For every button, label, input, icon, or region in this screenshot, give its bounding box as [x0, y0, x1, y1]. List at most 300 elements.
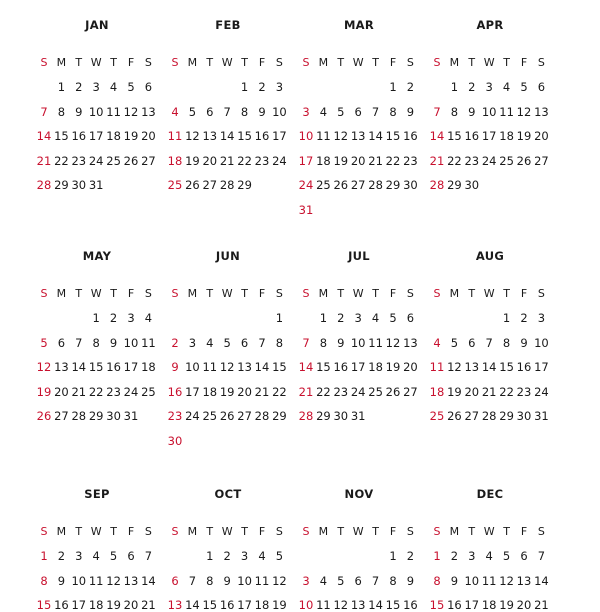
- day-cell: 3: [302, 104, 310, 119]
- weekday-header: M: [56, 525, 67, 538]
- day-cell: 8: [40, 573, 48, 588]
- day-cell: 5: [109, 549, 118, 563]
- day-cell: 6: [468, 335, 476, 350]
- day-cell: 13: [123, 573, 139, 588]
- day-cell: 18: [141, 360, 156, 375]
- day-cell: 17: [298, 153, 314, 168]
- day-cell: 9: [258, 104, 266, 119]
- day-cell: 5: [40, 335, 48, 350]
- day-cell: 21: [141, 598, 156, 612]
- day-cell: 19: [219, 384, 235, 399]
- day-cell: 16: [447, 598, 462, 612]
- weekday-header: S: [171, 56, 179, 69]
- weekday-header: T: [206, 56, 214, 69]
- day-cell: 28: [254, 409, 270, 424]
- weekday-header: M: [187, 56, 198, 69]
- day-cell: 16: [254, 129, 270, 144]
- day-cell: 9: [109, 335, 118, 350]
- month-title: APR: [476, 18, 504, 32]
- day-cell: 8: [57, 104, 66, 119]
- day-cell: 28: [481, 409, 497, 424]
- day-cell: 17: [123, 360, 139, 375]
- weekday-header: W: [352, 525, 364, 538]
- day-cell: 31: [534, 409, 549, 424]
- day-cell: 17: [481, 129, 497, 144]
- day-cell: 8: [319, 335, 328, 350]
- day-cell: 25: [202, 409, 218, 424]
- day-cell: 29: [499, 409, 514, 424]
- day-cell: 13: [403, 335, 418, 350]
- day-cell: 12: [123, 104, 139, 119]
- day-cell: 2: [337, 311, 345, 325]
- day-cell: 23: [71, 153, 87, 168]
- day-cell: 11: [106, 104, 121, 119]
- day-cell: 26: [385, 384, 401, 399]
- day-cell: 9: [337, 335, 345, 350]
- day-cell: 7: [537, 549, 546, 563]
- day-cell: 5: [450, 335, 459, 350]
- day-cell: 21: [298, 384, 314, 399]
- day-cell: 25: [316, 178, 331, 193]
- day-cell: 12: [333, 129, 349, 144]
- day-cell: 26: [123, 153, 139, 168]
- weekday-header: F: [389, 56, 397, 69]
- day-cell: 30: [333, 409, 349, 424]
- day-cell: 7: [371, 573, 380, 588]
- weekday-header: F: [520, 287, 528, 300]
- day-cell: 2: [406, 80, 415, 94]
- day-cell: 9: [223, 573, 231, 588]
- weekday-header: W: [352, 287, 364, 300]
- day-cell: 1: [433, 549, 441, 563]
- month-title: MAR: [343, 18, 375, 32]
- day-cell: 28: [71, 409, 87, 424]
- day-cell: 24: [350, 384, 366, 399]
- day-cell: 10: [298, 598, 314, 612]
- day-cell: 29: [316, 409, 331, 424]
- day-cell: 1: [40, 549, 48, 563]
- day-cell: 22: [499, 384, 514, 399]
- day-cell: 20: [464, 384, 480, 399]
- day-cell: 14: [36, 129, 52, 144]
- day-cell: 1: [450, 80, 459, 94]
- weekday-header: S: [171, 287, 179, 300]
- day-cell: 16: [403, 129, 418, 144]
- weekday-header: T: [337, 56, 345, 69]
- day-cell: 24: [88, 153, 104, 168]
- weekday-header: M: [449, 287, 460, 300]
- day-cell: 2: [223, 549, 231, 563]
- day-cell: 11: [368, 335, 383, 350]
- day-cell: 16: [106, 360, 121, 375]
- day-cell: 9: [450, 573, 459, 588]
- day-cell: 19: [447, 384, 462, 399]
- weekday-header: T: [75, 287, 83, 300]
- day-cell: 24: [272, 153, 287, 168]
- month-title: OCT: [214, 487, 242, 501]
- day-cell: 24: [481, 153, 497, 168]
- day-cell: 19: [106, 598, 121, 612]
- day-cell: 7: [223, 104, 231, 119]
- day-cell: 16: [71, 129, 87, 144]
- day-cell: 10: [481, 104, 497, 119]
- weekday-header: T: [241, 525, 248, 538]
- day-cell: 16: [403, 598, 418, 612]
- day-cell: 12: [516, 104, 532, 119]
- weekday-header: S: [302, 56, 310, 69]
- day-cell: 18: [429, 384, 445, 399]
- day-cell: 20: [141, 129, 156, 144]
- day-cell: 29: [54, 178, 69, 193]
- day-cell: 28: [368, 178, 383, 193]
- day-cell: 4: [258, 549, 266, 563]
- weekday-header: W: [483, 56, 495, 69]
- weekday-header: M: [318, 287, 329, 300]
- weekday-header: W: [483, 287, 495, 300]
- day-cell: 8: [92, 335, 100, 350]
- day-cell: 30: [106, 409, 121, 424]
- weekday-header: S: [275, 56, 283, 69]
- day-cell: 9: [406, 573, 415, 588]
- weekday-header: F: [258, 525, 266, 538]
- day-cell: 14: [298, 360, 314, 375]
- weekday-header: S: [40, 56, 48, 69]
- day-cell: 4: [109, 80, 118, 94]
- day-cell: 15: [385, 598, 401, 612]
- day-cell: 10: [71, 573, 87, 588]
- day-cell: 12: [385, 335, 401, 350]
- day-cell: 5: [520, 80, 528, 94]
- day-cell: 1: [389, 549, 397, 563]
- day-cell: 27: [141, 153, 156, 168]
- day-cell: 7: [302, 335, 310, 350]
- day-cell: 7: [144, 549, 153, 563]
- weekday-header: W: [90, 525, 102, 538]
- day-cell: 10: [123, 335, 139, 350]
- day-cell: 9: [57, 573, 66, 588]
- day-cell: 31: [123, 409, 139, 424]
- day-cell: 28: [298, 409, 314, 424]
- day-cell: 3: [485, 80, 493, 94]
- day-cell: 30: [516, 409, 532, 424]
- weekday-header: T: [337, 525, 345, 538]
- day-cell: 3: [75, 549, 83, 563]
- day-cell: 22: [316, 384, 331, 399]
- weekday-header: F: [520, 56, 528, 69]
- month-title: MAY: [82, 249, 112, 263]
- day-cell: 26: [185, 178, 200, 193]
- day-cell: 20: [123, 598, 139, 612]
- day-cell: 29: [237, 178, 252, 193]
- day-cell: 8: [275, 335, 284, 350]
- day-cell: 6: [520, 549, 528, 563]
- weekday-header: F: [127, 287, 135, 300]
- day-cell: 10: [298, 129, 314, 144]
- day-cell: 27: [237, 409, 252, 424]
- day-cell: 21: [368, 153, 383, 168]
- day-cell: 10: [237, 573, 252, 588]
- day-cell: 6: [240, 335, 249, 350]
- day-cell: 18: [316, 153, 331, 168]
- day-cell: 26: [333, 178, 349, 193]
- day-cell: 10: [350, 335, 366, 350]
- day-cell: 1: [206, 549, 214, 563]
- day-cell: 9: [468, 104, 476, 119]
- weekday-header: F: [389, 287, 397, 300]
- weekday-header: S: [537, 56, 545, 69]
- day-cell: 3: [354, 311, 362, 325]
- day-cell: 1: [240, 80, 249, 94]
- weekday-header: S: [40, 287, 48, 300]
- weekday-header: S: [302, 525, 310, 538]
- month-title: SEP: [84, 487, 110, 501]
- day-cell: 4: [502, 80, 511, 94]
- day-cell: 5: [188, 104, 197, 119]
- day-cell: 14: [185, 598, 200, 612]
- day-cell: 6: [354, 104, 362, 119]
- day-cell: 11: [202, 360, 218, 375]
- day-cell: 16: [333, 360, 349, 375]
- weekday-header: S: [40, 525, 48, 538]
- weekday-header: T: [337, 287, 345, 300]
- day-cell: 30: [167, 434, 183, 448]
- weekday-header: T: [206, 287, 214, 300]
- day-cell: 25: [141, 384, 156, 399]
- day-cell: 20: [202, 153, 218, 168]
- day-cell: 16: [516, 360, 532, 375]
- day-cell: 14: [141, 573, 156, 588]
- day-cell: 3: [302, 573, 310, 588]
- day-cell: 24: [534, 384, 549, 399]
- day-cell: 1: [502, 311, 511, 325]
- day-cell: 6: [144, 80, 153, 94]
- day-cell: 24: [298, 178, 314, 193]
- day-cell: 18: [368, 360, 383, 375]
- day-cell: 13: [534, 104, 549, 119]
- day-cell: 30: [71, 178, 87, 193]
- weekday-header: M: [449, 56, 460, 69]
- weekday-header: T: [372, 525, 379, 538]
- day-cell: 15: [88, 360, 104, 375]
- day-cell: 2: [258, 80, 266, 94]
- month-title: AUG: [475, 249, 505, 263]
- day-cell: 23: [403, 153, 418, 168]
- day-cell: 11: [316, 598, 331, 612]
- day-cell: 25: [368, 384, 383, 399]
- day-cell: 4: [319, 573, 328, 588]
- day-cell: 26: [516, 153, 532, 168]
- day-cell: 19: [36, 384, 52, 399]
- day-cell: 19: [185, 153, 200, 168]
- day-cell: 21: [254, 384, 270, 399]
- day-cell: 4: [144, 311, 153, 325]
- day-cell: 29: [447, 178, 462, 193]
- day-cell: 29: [272, 409, 287, 424]
- day-cell: 12: [499, 573, 514, 588]
- weekday-header: M: [56, 287, 67, 300]
- day-cell: 6: [127, 549, 135, 563]
- weekday-header: F: [389, 525, 397, 538]
- day-cell: 4: [433, 335, 441, 350]
- weekday-header: F: [258, 56, 266, 69]
- day-cell: 28: [219, 178, 235, 193]
- day-cell: 6: [57, 335, 66, 350]
- day-cell: 23: [516, 384, 532, 399]
- day-cell: 3: [188, 335, 197, 350]
- month-title: NOV: [344, 487, 374, 501]
- day-cell: 22: [385, 153, 401, 168]
- weekday-header: S: [275, 525, 283, 538]
- day-cell: 20: [516, 598, 532, 612]
- day-cell: 23: [106, 384, 121, 399]
- weekday-header: W: [221, 525, 233, 538]
- day-cell: 11: [481, 573, 497, 588]
- day-cell: 28: [36, 178, 52, 193]
- day-cell: 4: [371, 311, 380, 325]
- day-cell: 8: [206, 573, 214, 588]
- day-cell: 10: [88, 104, 104, 119]
- day-cell: 26: [219, 409, 235, 424]
- day-cell: 4: [319, 104, 328, 119]
- day-cell: 9: [406, 104, 415, 119]
- day-cell: 16: [167, 384, 183, 399]
- weekday-header: T: [110, 56, 117, 69]
- day-cell: 19: [333, 153, 349, 168]
- day-cell: 9: [75, 104, 83, 119]
- day-cell: 20: [403, 360, 418, 375]
- weekday-header: T: [241, 56, 248, 69]
- weekday-header: T: [503, 287, 510, 300]
- day-cell: 19: [272, 598, 287, 612]
- day-cell: 13: [237, 360, 252, 375]
- month-title: FEB: [215, 18, 241, 32]
- day-cell: 5: [127, 80, 135, 94]
- day-cell: 15: [202, 598, 218, 612]
- weekday-header: T: [372, 56, 379, 69]
- weekday-header: F: [127, 525, 135, 538]
- weekday-header: W: [221, 56, 233, 69]
- day-cell: 15: [499, 360, 514, 375]
- day-cell: 15: [54, 129, 69, 144]
- day-cell: 27: [403, 384, 418, 399]
- day-cell: 14: [368, 598, 383, 612]
- day-cell: 3: [275, 80, 284, 94]
- month-title: JUL: [348, 249, 370, 263]
- day-cell: 8: [389, 104, 397, 119]
- weekday-header: S: [171, 525, 179, 538]
- day-cell: 22: [88, 384, 104, 399]
- day-cell: 19: [385, 360, 401, 375]
- weekday-header: T: [468, 56, 476, 69]
- weekday-header: W: [221, 287, 233, 300]
- day-cell: 17: [534, 360, 549, 375]
- weekday-header: S: [537, 525, 545, 538]
- day-cell: 1: [389, 80, 397, 94]
- month-title: JUN: [215, 249, 241, 263]
- day-cell: 7: [485, 335, 493, 350]
- day-cell: 6: [406, 311, 415, 325]
- day-cell: 21: [534, 598, 549, 612]
- day-cell: 18: [202, 384, 218, 399]
- day-cell: 15: [36, 598, 52, 612]
- day-cell: 14: [534, 573, 549, 588]
- day-cell: 25: [167, 178, 183, 193]
- day-cell: 21: [219, 153, 235, 168]
- day-cell: 19: [123, 129, 139, 144]
- day-cell: 5: [502, 549, 511, 563]
- day-cell: 17: [350, 360, 366, 375]
- day-cell: 15: [385, 129, 401, 144]
- day-cell: 12: [219, 360, 235, 375]
- day-cell: 31: [298, 203, 314, 217]
- weekday-header: T: [503, 525, 510, 538]
- day-cell: 4: [206, 335, 214, 350]
- weekday-header: S: [144, 287, 152, 300]
- weekday-header: M: [56, 56, 67, 69]
- weekday-header: S: [406, 56, 414, 69]
- weekday-header: W: [483, 525, 495, 538]
- day-cell: 3: [468, 549, 476, 563]
- day-cell: 4: [92, 549, 100, 563]
- day-cell: 2: [75, 80, 83, 94]
- weekday-header: F: [127, 56, 135, 69]
- day-cell: 15: [272, 360, 287, 375]
- weekday-header: T: [241, 287, 248, 300]
- day-cell: 18: [254, 598, 270, 612]
- weekday-header: S: [433, 56, 441, 69]
- day-cell: 22: [54, 153, 69, 168]
- weekday-header: S: [302, 287, 310, 300]
- day-cell: 2: [109, 311, 118, 325]
- day-cell: 23: [167, 409, 183, 424]
- day-cell: 22: [237, 153, 252, 168]
- day-cell: 11: [88, 573, 104, 588]
- day-cell: 10: [464, 573, 480, 588]
- day-cell: 29: [88, 409, 104, 424]
- day-cell: 20: [350, 153, 366, 168]
- day-cell: 11: [429, 360, 445, 375]
- weekday-header: T: [503, 56, 510, 69]
- day-cell: 4: [485, 549, 493, 563]
- day-cell: 6: [537, 80, 546, 94]
- weekday-header: M: [449, 525, 460, 538]
- day-cell: 5: [223, 335, 231, 350]
- day-cell: 6: [171, 573, 179, 588]
- day-cell: 11: [141, 335, 156, 350]
- weekday-header: S: [144, 56, 152, 69]
- day-cell: 7: [188, 573, 197, 588]
- day-cell: 17: [237, 598, 252, 612]
- day-cell: 2: [450, 549, 459, 563]
- day-cell: 8: [502, 335, 511, 350]
- day-cell: 17: [71, 598, 87, 612]
- weekday-header: M: [318, 525, 329, 538]
- weekday-header: T: [75, 56, 83, 69]
- day-cell: 21: [36, 153, 52, 168]
- day-cell: 1: [319, 311, 328, 325]
- day-cell: 18: [499, 129, 514, 144]
- day-cell: 31: [350, 409, 366, 424]
- day-cell: 1: [92, 311, 100, 325]
- day-cell: 19: [516, 129, 532, 144]
- day-cell: 5: [275, 549, 284, 563]
- day-cell: 9: [520, 335, 528, 350]
- weekday-header: W: [90, 56, 102, 69]
- day-cell: 3: [537, 311, 546, 325]
- weekday-header: T: [372, 287, 379, 300]
- day-cell: 12: [333, 598, 349, 612]
- day-cell: 24: [123, 384, 139, 399]
